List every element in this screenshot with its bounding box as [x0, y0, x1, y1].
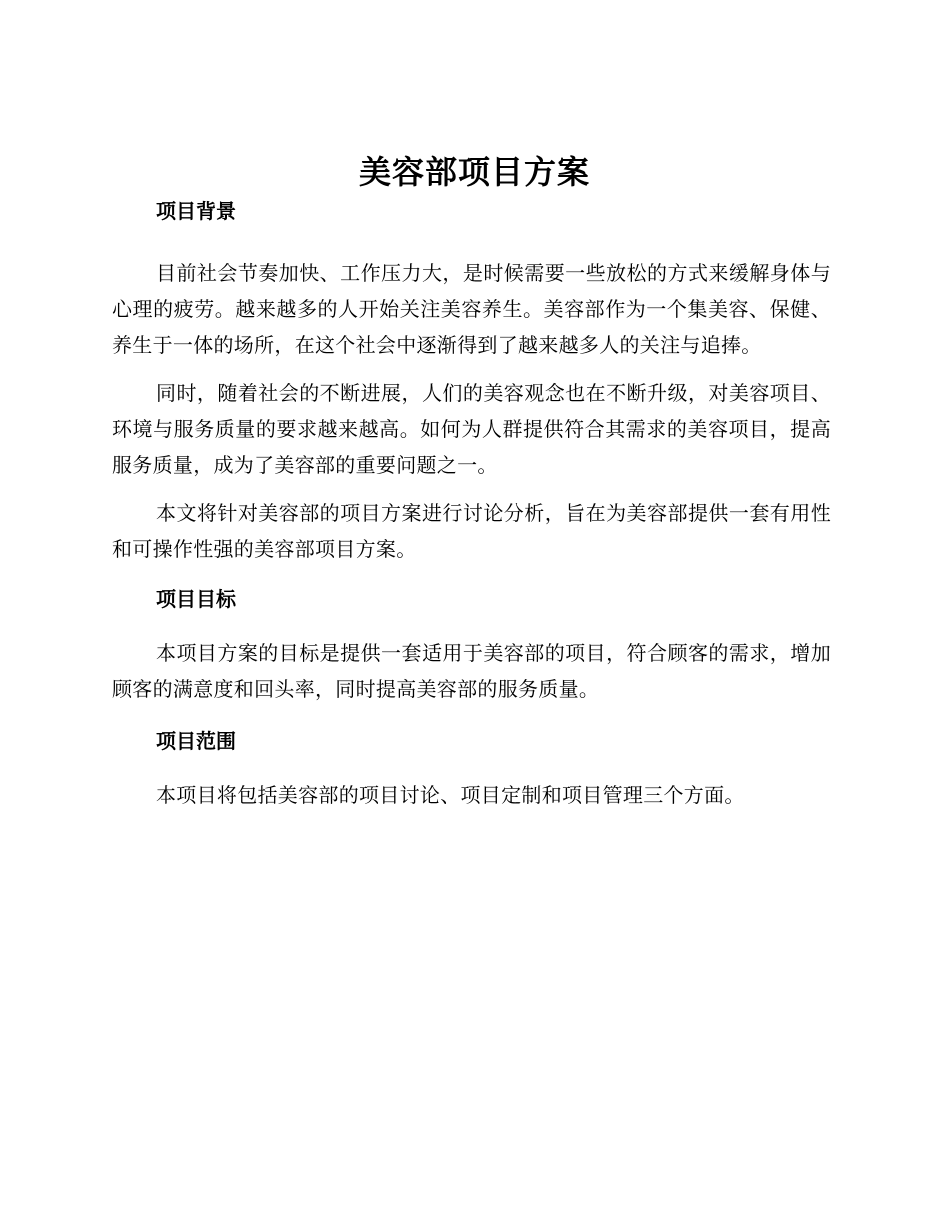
paragraph-background-3: 本文将针对美容部的项目方案进行讨论分析，旨在为美容部提供一套有用性和可操作性强的美容部项目方案。	[112, 501, 831, 561]
section-heading-background: 项目背景	[156, 199, 236, 223]
section-heading-scope: 项目范围	[156, 729, 236, 753]
document-title: 美容部项目方案	[358, 153, 590, 191]
paragraph-scope: 本项目将包括美容部的项目讨论、项目定制和项目管理三个方面。	[156, 783, 745, 807]
section-heading-goal: 项目目标	[156, 587, 236, 611]
paragraph-goal: 本项目方案的目标是提供一套适用于美容部的项目，符合顾客的需求，增加顾客的满意度和回头率，同时提高美容部的服务质量。	[112, 641, 831, 701]
paragraph-background-1: 目前社会节奏加快、工作压力大，是时候需要一些放松的方式来缓解身体与心理的疲劳。越来越多的人开始关注美容养生。美容部作为一个集美容、保健、养生于一体的场所，在这个社会中逐渐得到了越来越多人的关注与追捧。	[112, 261, 831, 357]
paragraph-background-2: 同时，随着社会的不断进展，人们的美容观念也在不断升级，对美容项目、环境与服务质量的要求越来越高。如何为人群提供符合其需求的美容项目，提高服务质量，成为了美容部的重要问题之一。	[112, 381, 831, 477]
